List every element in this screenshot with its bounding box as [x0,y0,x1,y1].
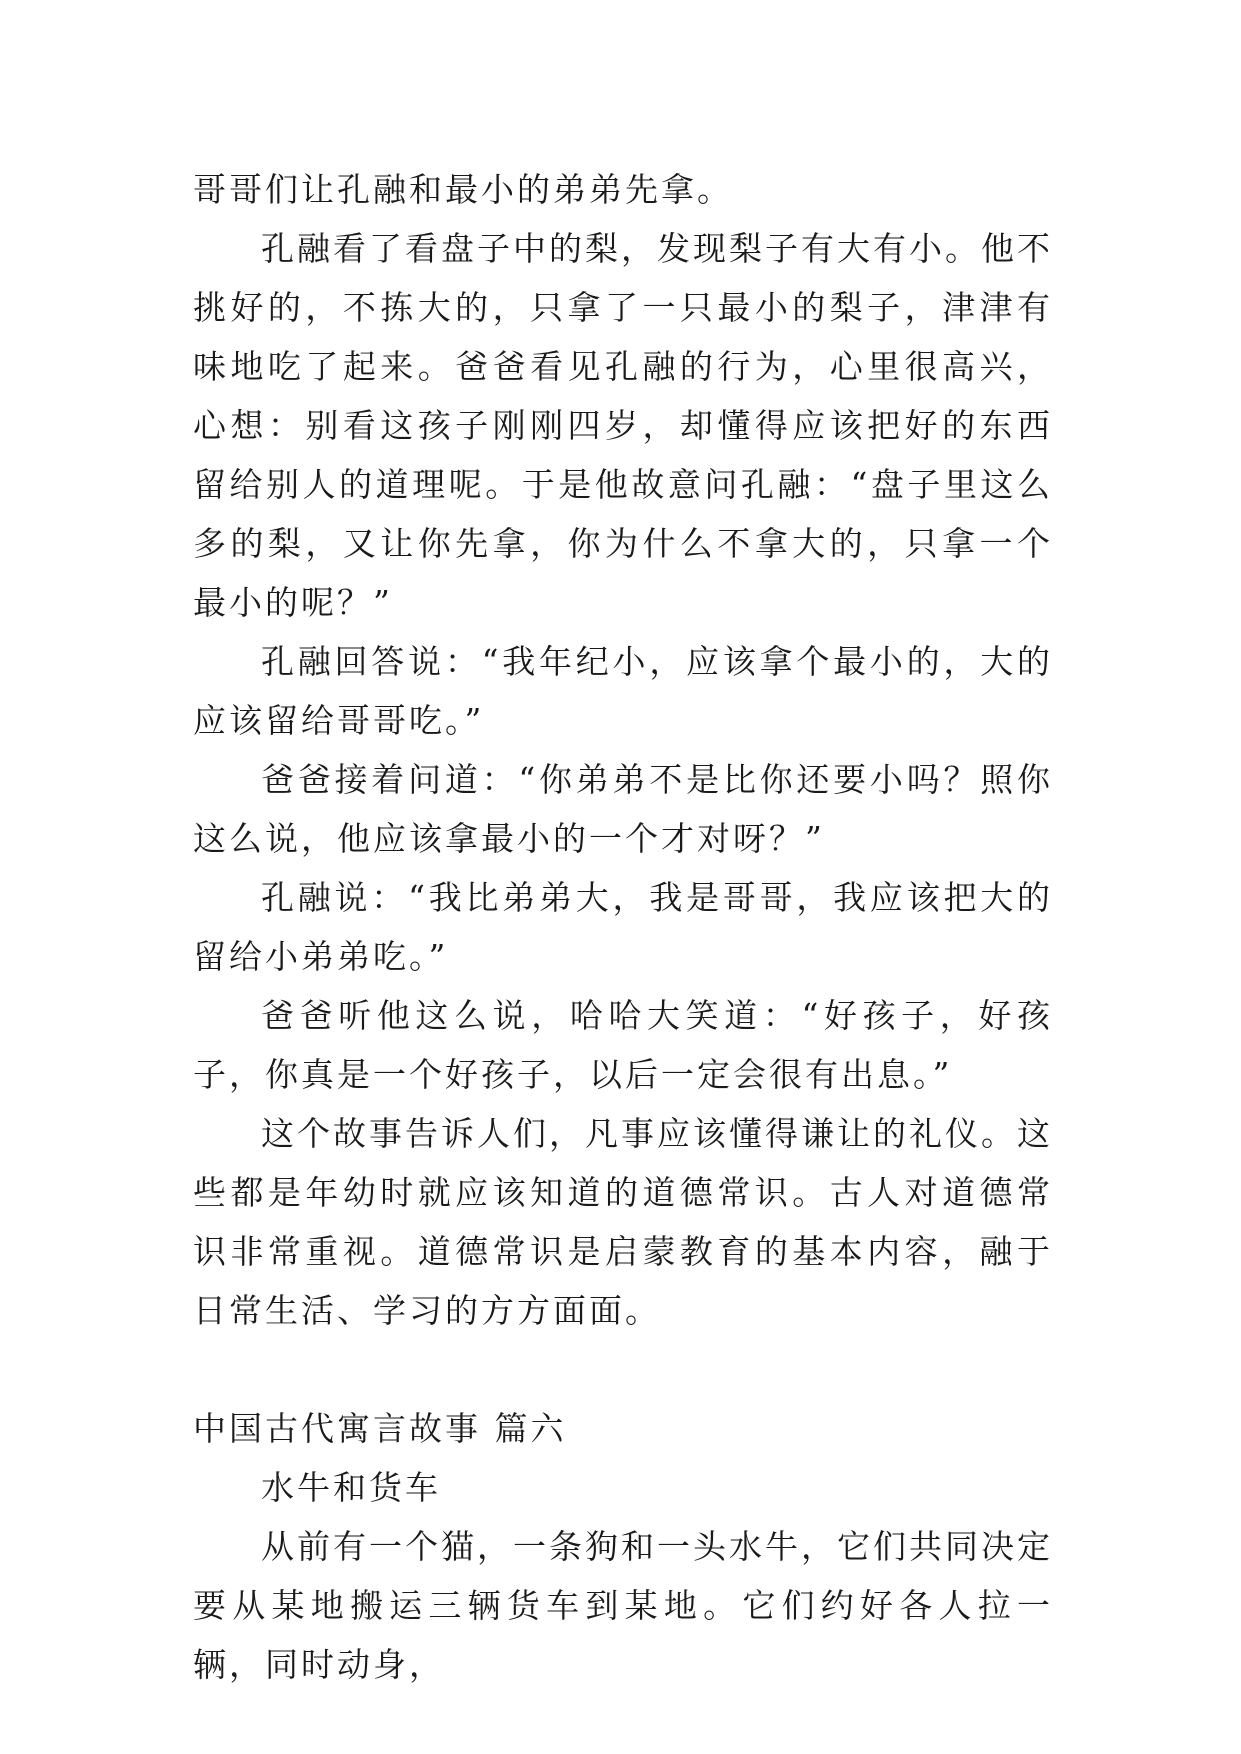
paragraph-1: 哥哥们让孔融和最小的弟弟先拿。 [193,170,733,209]
story-title: 水牛和货车 [261,1468,441,1507]
paragraph-2: 孔融看了看盘子中的梨，发现梨子有大有小。他不挑好的，不拣大的，只拿了一只最小的梨子，津津有味地吃了起来。爸爸看见孔融的行为，心里很高兴，心想：别看这孩子刚刚四岁，却懂得应该把好的东西留给别人的道理呢。于是他故意问孔融：“盘子里这么多的梨，又让你先拿，你为什么不拿大的，只拿一个最小的呢？” [193,229,1053,622]
story-paragraph: 从前有一个猫，一条狗和一头水牛，它们共同决定要从某地搬运三辆货车到某地。它们约好各人拉一辆，同时动身， [193,1527,1053,1684]
section-gap [193,1340,1053,1399]
paragraph-4: 爸爸接着问道：“你弟弟不是比你还要小吗？照你这么说，他应该拿最小的一个才对呀？” [193,760,1053,858]
paragraph-6: 爸爸听他这么说，哈哈大笑道：“好孩子，好孩子，你真是一个好孩子，以后一定会很有出息。” [193,996,1053,1094]
paragraph-3: 孔融回答说：“我年纪小，应该拿个最小的，大的应该留给哥哥吃。” [193,642,1053,740]
body-text [193,160,1053,1694]
paragraph-7: 这个故事告诉人们，凡事应该懂得谦让的礼仪。这些都是年幼时就应该知道的道德常识。古人对道德常识非常重视。道德常识是启蒙教育的基本内容，融于日常生活、学习的方方面面。 [193,1114,1053,1330]
paragraph-5: 孔融说：“我比弟弟大，我是哥哥，我应该把大的留给小弟弟吃。” [193,878,1053,976]
section-heading: 中国古代寓言故事 篇六 [193,1409,567,1448]
